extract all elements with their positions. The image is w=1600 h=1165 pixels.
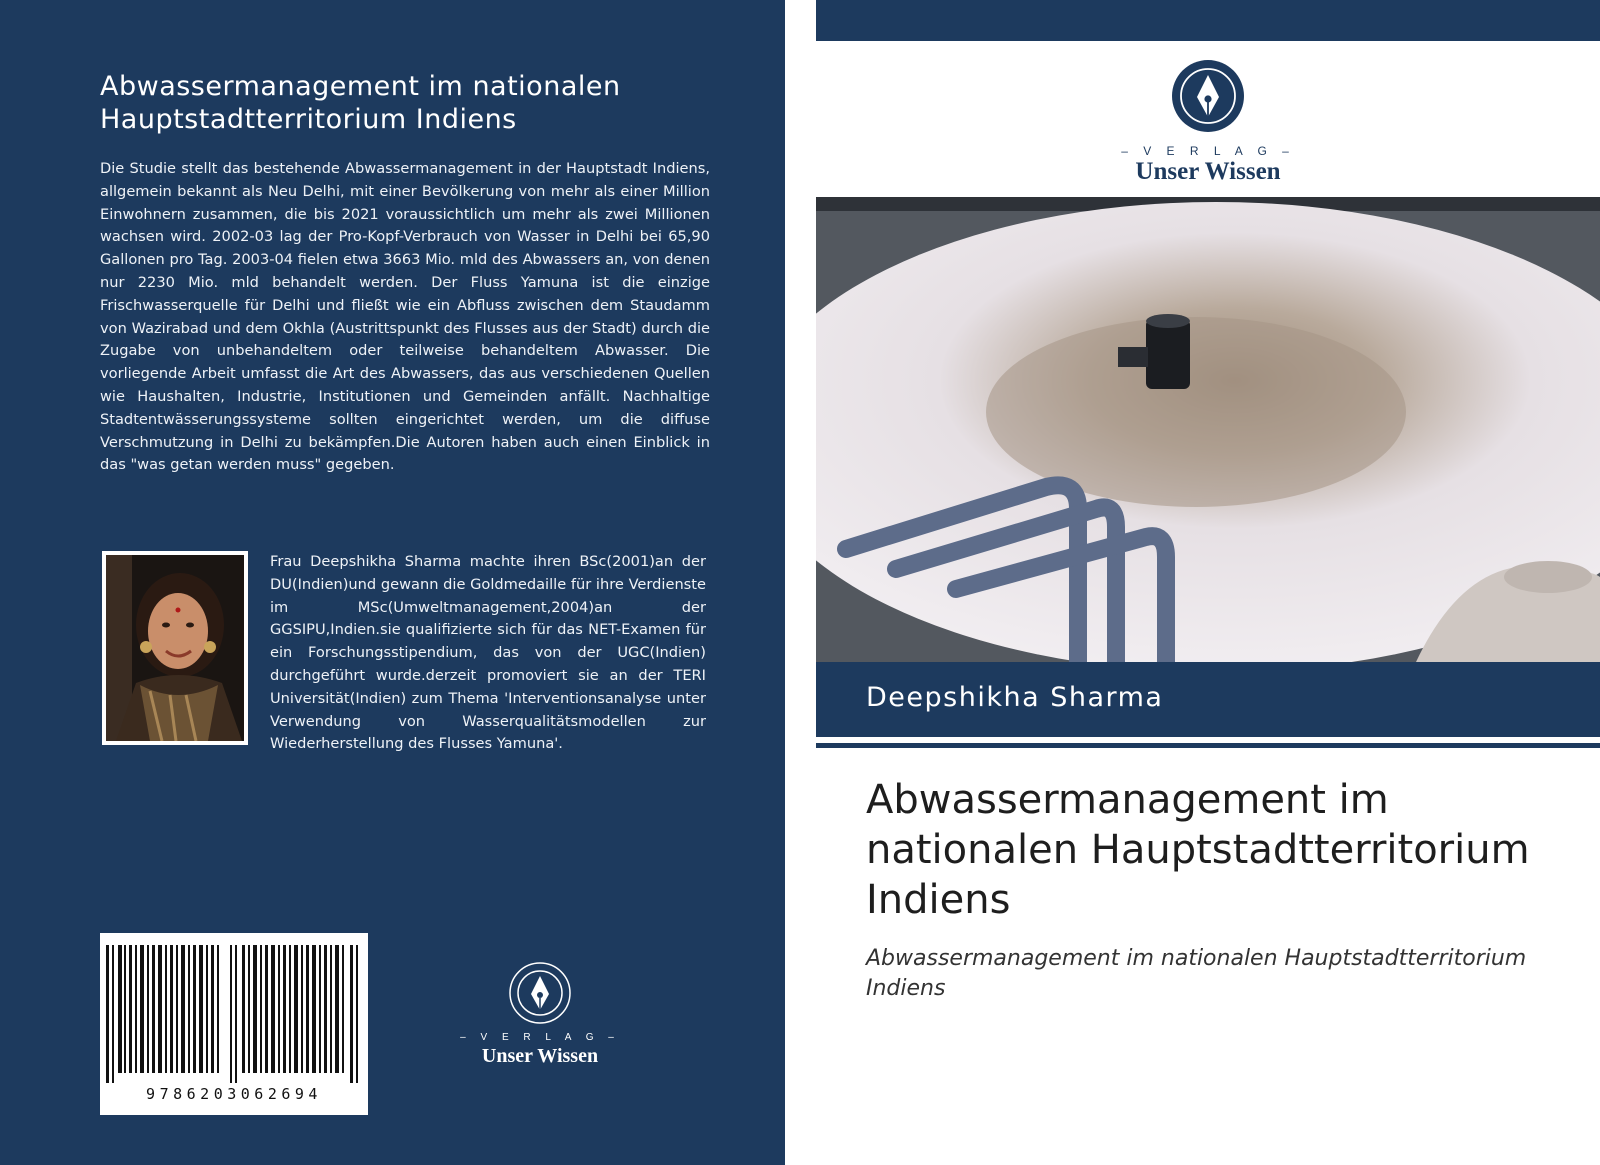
author-band [816,662,1600,737]
pen-nib-icon [1170,58,1246,134]
back-title: Abwassermanagement im nationalen Hauptstadtterritorium Indiens [100,71,621,135]
front-publisher-name: Unser Wissen [1135,158,1281,185]
barcode-number: 9786203062694 [146,1085,322,1103]
back-cover [0,0,785,1165]
barcode [100,933,368,1115]
divider-rule [816,743,1600,748]
cover-photo [816,197,1600,662]
barcode-bars [104,945,364,1083]
front-title: Abwassermanagement im nationalen Hauptstadtterritorium Indiens [866,777,1530,923]
front-verlag-label: – V E R L A G – [1121,144,1295,158]
front-author-name: Deepshikha Sharma [866,682,1164,713]
spine [785,0,816,1165]
back-verlag-label: – V E R L A G – [460,1032,620,1043]
front-cover [816,0,1600,1165]
front-top-bar [816,0,1600,41]
front-publisher-logo [1084,58,1332,186]
back-abstract: Die Studie stellt das bestehende Abwassermanagement in der Hauptstadt Indiens, allgemein bekannt als Neu Delhi, mit einer Bevölkerung von mehr als einer Million Einwohnern zusammen, die bis 2021 voraussichtlich um mehr als zwei Millionen wachsen wird. 2002-03 lag der Pro-Kopf-Verbrauch von Wasser in Delhi bei 65,90 Gallonen pro Tag. 2003-04 fielen etwa 3663 Mio. mld des Abwassers an, von denen nur 2230 Mio. mld behandelt werden. Der Fluss Yamuna ist die einzige Frischwasserquelle für Delhi und fließt wie ein Abfluss zwischen dem Staudamm von Wazirabad und dem Okhla (Austrittspunkt des Flusses aus der Stadt) durch die Zugabe von unbehandeltem oder teilweise behandeltem Abwasser. Die vorliegende Arbeit umfasst die Art des Abwassers, das aus verschiedenen Quellen wie Haushalten, Industrie, Institutionen und Gemeinden anfällt. Nachhaltige Stadtentwässerungssysteme sollten eingerichtet werden, um die diffuse Verschmutzung in Delhi zu bekämpfen.Die Autoren haben auch einen Einblick in das "was getan werden muss" gegeben. [100,160,710,474]
author-bio: Frau Deepshikha Sharma machte ihren BSc(2001)an der DU(Indien)und gewann die Goldmedaille für ihre Verdienste im MSc(Umweltmanagement,2004)an der GGSIPU,Indien.sie qualifizierte sich für das NET-Examen für ein Forschungsstipendium, das von der UGC(Indien) durchgeführt wurde.derzeit promoviert sie an der TERI Universität(Indien) zum Thema 'Interventionsanalyse unter Verwendung von Wasserqualitätsmodellen zur Wiederherstellung des Flusses Yamuna'. [270,553,706,753]
author-photo [102,551,248,745]
back-publisher-name: Unser Wissen [481,1045,599,1067]
back-publisher-logo [455,962,625,1068]
front-subtitle: Abwassermanagement im nationalen Hauptstadtterritorium Indiens [866,946,1527,1001]
pen-nib-icon [509,962,571,1024]
